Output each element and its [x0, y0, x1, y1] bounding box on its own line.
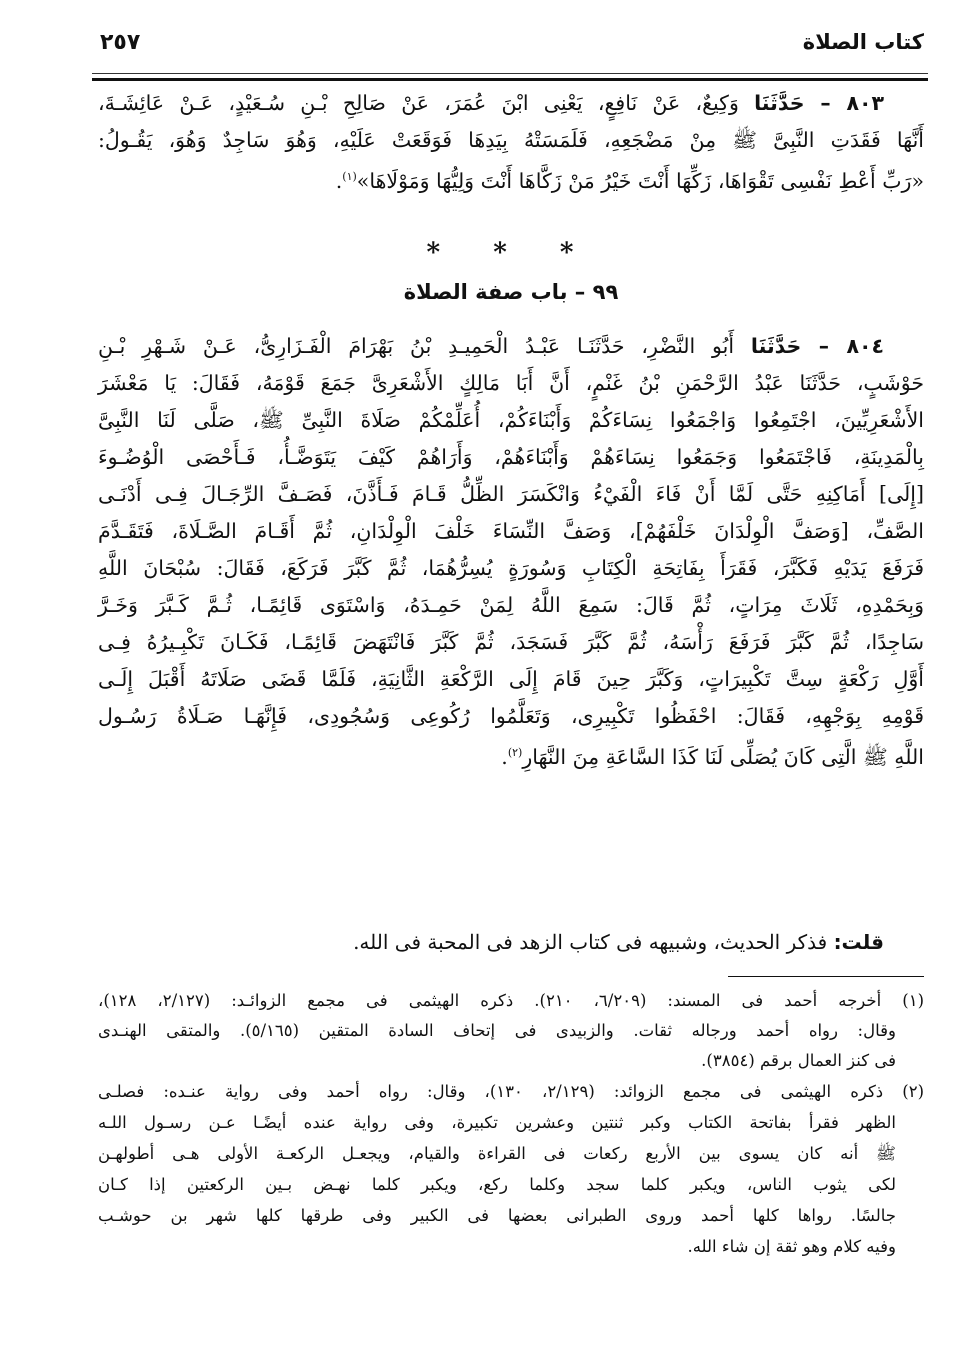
hadith-804-line: وَبِحَمْدِهِ، ثَلَاثَ مِرَاتٍ، ثُمَّ قَالَ: سَمِعَ اللَّهُ لِمَنْ حَمِـدَهُ، وَاسْتَوَى قَائِمًـا، ثُـمَّ كَـبَّرَ وَخَـرَّ	[98, 593, 924, 617]
footnote-line: ﷺ أنه كان يسوى بين الأربع ركعات فى القراءة والقيام، ويجعـل الركعـة الأولى هـى أطولهـن	[98, 1144, 896, 1163]
footnote-rule	[728, 976, 924, 977]
footnote-line: جالسًا. رواها كلها أحمد وروى الطبرانى بعضها فى الكبير وفى طرقها كلها شهر بن حوشـب	[98, 1206, 896, 1225]
page-header	[98, 30, 924, 66]
footnote-line: وفيه كلام وهو ثقة إن شاء الله.	[687, 1237, 896, 1256]
footnote-line: (١) أخرجه أحمد فى المسند: (٦/٢٠٩، ٢١٠). ذكره الهيثمى فى مجمع الزوائـد: (٢/١٢٧، ١٢٨)،	[98, 991, 924, 1010]
footnote-line: الظهر فقرأ بفاتحة الكتاب وكبر ثنتين وعشرين تكبيرة، وفى رواية عنده أيضًـا عـن رسـول اللـه	[98, 1113, 896, 1132]
hadith-804-line: قَوْمِهِ بِوَجْهِهِ، فَقَالَ: احْفَظُوا تَكْبِيرِى، وَتَعَلَّمُوا رُكُوعِى وَسُجُودِى، فَإِنَّهَـا صَـلَاةُ رَسُـول	[98, 704, 924, 728]
hadith-804-line: سَاجِدًا، ثُمَّ كَبَّرَ فَرَفَعَ رَأْسَهُ، ثُمَّ كَبَّرَ فَسَجَدَ، ثُمَّ كَبَّرَ فَانْتَهَضَ قَائِمًـا، فَكَـانَ تَكْبِـيرُهُ فِـى	[98, 630, 924, 654]
editor-note	[98, 925, 884, 959]
hadith-803-line: أَنَّهَا فَقَدَتِ النَّبِىَّ ﷺ مِنْ مَضْجَعِهِ، فَلَمَسَتْهُ بِيَدِهَا فَوَقَعَتْ عَلَيْهِ، وَهُوَ سَاجِدٌ وَهُوَ، يَقُـولُ:	[98, 128, 924, 152]
hadith-number: ٨٠٣ – حَدَّثَنَا	[754, 91, 885, 115]
footnote-line: وقال: رواه أحمد ورجاله ثقات. والزبيدى فى إتحاف السادة المتقين (٥/١٦٥). والمتقى الهنـدى	[98, 1021, 896, 1040]
hadith-803-line: «رَبِّ أَعْطِ نَفْسِى تَقْوَاهَا، زَكِّهَا أَنْتَ خَيْرُ مَنْ زَكَّاهَا أَنْتَ وَلِيُّهَا وَمَوْلَاهَا»$^{(١)}$.	[335, 168, 924, 193]
hadith-804-line: أَوَّلِ رَكْعَةٍ سِتَّ تَكْبِيرَاتٍ، وَكَبَّرَ حِينَ قَامَ إِلَى الرَّكْعَةِ الثَّانِيَةِ، فَلَمَّا قَضَى صَلَاتَهُ أَقْبَلَ إِلَـى	[98, 667, 924, 691]
footnote-line: لكى يثوب الناس، ويكبر كلما سجد وكلما ركع، ويكبر كلما نهـض بـين الركعتين إذا كـان	[98, 1175, 896, 1194]
hadith-804-line: الصَّفِّ، [وَصَفَّ الْوِلْدَانَ خَلْفَهُمْ]، وَصَفَّ النِّسَاءَ خَلْفَ الْوِلْدَانِ، ثُمَّ أَقَـامَ الصَّـلَاةَ، فَتَقَـدَّمَ	[98, 519, 924, 543]
footnote-ref: (٢)	[507, 746, 523, 759]
footnote-line: (٢) ذكره الهيثمى فى مجمع الزوائد: (٢/١٢٩، ١٣٠)، وقال: رواه أحمد وفى رواية عنـده: فصلـى	[98, 1082, 924, 1101]
note-label: قلت:	[833, 930, 884, 954]
hadith-804-line: ٨٠٤ – حَدَّثَنَا أَبُو النَّضْرِ، حَدَّثَنَـا عَبْـدُ الْحَمِيـدِ بْنُ بَهْرَامَ الْفَـزَارِىُّ، عَـنْ شَـهْرِ بْـنِ	[98, 334, 884, 358]
hadith-804-line: بِالْمَدِينَةِ، فَاجْتَمَعُوا وَجَمَعُوا نِسَاءَهُمْ وَأَبْنَاءَهُمْ، وَأَرَاهُمْ كَيْفَ يَتَوَضَّـأُ، فَـأَحْصَى الْوُضُـوءَ	[98, 445, 924, 469]
hadith-804-line: فَرَفَعَ يَدَيْهِ فَكَبَّرَ، فَقَرَأَ بِفَاتِحَةِ الْكِتَابِ وَسُورَةٍ يُسِرُّهُمَا، ثُمَّ كَبَّرَ فَرَكَعَ، فَقَالَ: سُبْحَانَ اللَّهِ	[98, 556, 924, 580]
hadith-804-line: اللَّهِ ﷺ الَّتِى كَانَ يُصَلِّى لَنَا كَذَا السَّاعَةِ مِنَ النَّهَارِ$^{(٢)}$.	[501, 744, 924, 769]
hadith-804-line: حَوْشَبٍ، حَدَّثَنَا عَبْدُ الرَّحْمَنِ بْنُ غَنْمٍ، أَنَّ أَبَا مَالِكٍ الأَشْعَرِىَّ جَمَعَ قَوْمَهُ، فَقَالَ: يَا مَعْشَرَ	[98, 371, 924, 395]
chapter-title: ٩٩ – باب صفة الصلاة	[403, 280, 619, 304]
footnote-ref: (١)	[342, 170, 357, 183]
header-rule	[92, 73, 928, 81]
hadith-804-line: الأَشْعَرِيِّينَ، اجْتَمِعُوا وَاجْمَعُوا نِسَاءَكُمْ وَأَبْنَاءَكُمْ، أُعَلِّمْكُمْ صَلَاةَ النَّبِىِّ ﷺ، صَلَّى لَنَا النَّبِىَّ	[98, 408, 924, 432]
footnote-line: فى كنز العمال برقم (٣٨٥٤).	[701, 1051, 896, 1070]
page-number: ٢٥٧	[100, 30, 141, 55]
hadith-804-line: [إِلَى] أَمَاكِنِهِ حَتَّى لَمَّا أَنْ فَاءَ الْفَيْءُ وَانْكَسَرَ الظِّلُّ قَـامَ فَـأَذَّنَ، فَصَـفَّ الرِّجَـالَ فِـى أَدْنَـى	[98, 482, 924, 506]
note-text: فذكر الحديث، وشبيهه فى كتاب الزهد فى المحبة فى الله.	[353, 930, 828, 954]
running-title: كتاب الصلاة	[802, 30, 924, 54]
section-separator: * * *	[426, 238, 596, 268]
hadith-number: ٨٠٤ – حَدَّثَنَا	[750, 334, 884, 358]
hadith-803-line: ٨٠٣ – حَدَّثَنَا وَكِيعٌ، عَنْ نَافِعٍ، يَعْنِى ابْنَ عُمَرَ، عَنْ صَالِحِ بْـنِ سُـعَيْدٍ، عَـنْ عَائِشَـةَ،	[98, 91, 885, 115]
